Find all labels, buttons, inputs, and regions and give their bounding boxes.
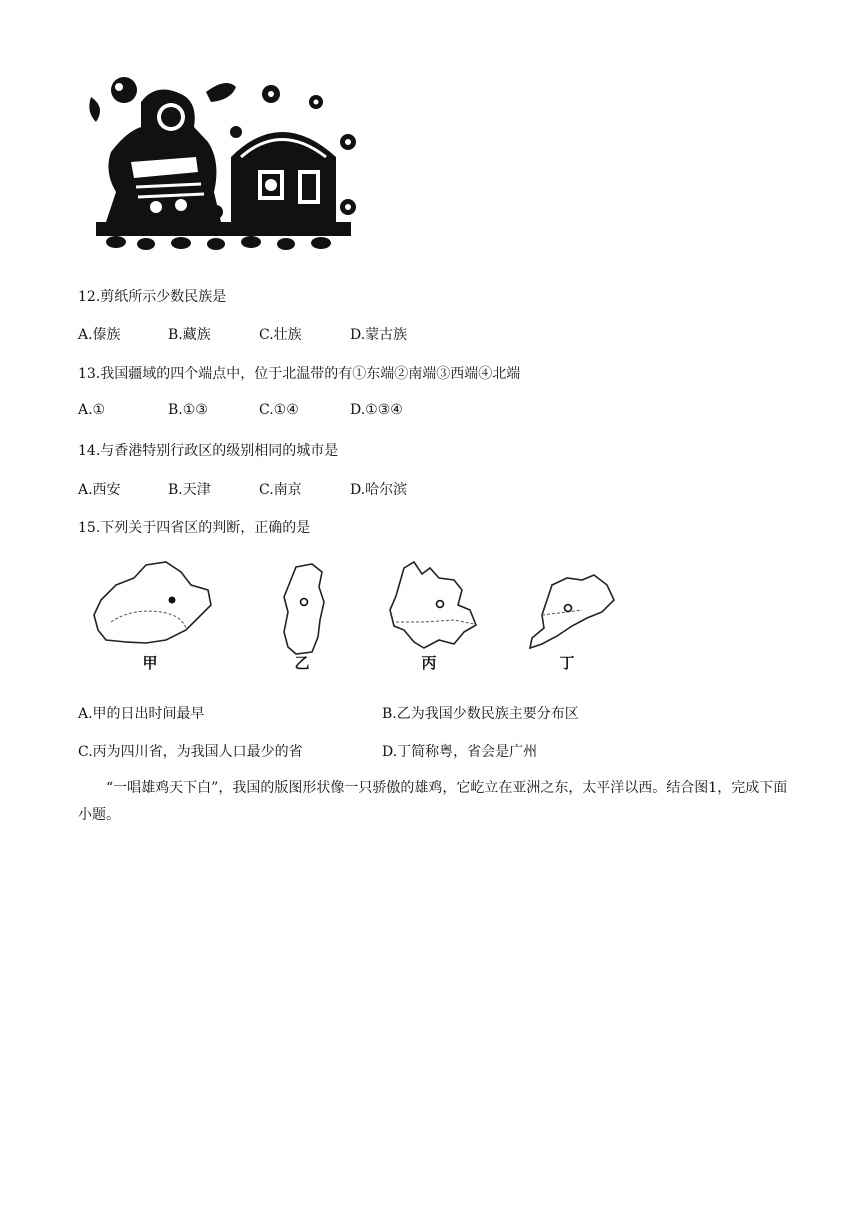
province-map-label-yi: 乙 bbox=[294, 654, 310, 672]
question-15-option-a: A.甲的日出时间最早 bbox=[78, 706, 205, 722]
question-13-option-a: A.① bbox=[78, 402, 106, 418]
question-13-option-b: B.①③ bbox=[168, 402, 208, 418]
question-14-option-d: D.哈尔滨 bbox=[350, 482, 408, 498]
question-13-option-d: D.①③④ bbox=[350, 402, 403, 418]
province-map-ding-icon bbox=[522, 570, 622, 660]
province-map-label-jia: 甲 bbox=[142, 654, 158, 672]
question-12-option-d: D.蒙古族 bbox=[350, 327, 408, 343]
question-12-option-a: A.傣族 bbox=[78, 327, 121, 343]
question-14-option-b: B.天津 bbox=[168, 482, 211, 498]
question-15-option-c: C.丙为四川省，为我国人口最少的省 bbox=[78, 744, 303, 760]
question-12-option-c: C.壮族 bbox=[259, 327, 302, 343]
question-15-option-b: B.乙为我国少数民族主要分布区 bbox=[382, 706, 579, 722]
province-map-yi-icon bbox=[274, 562, 334, 657]
province-map-label-bing: 丙 bbox=[421, 654, 437, 672]
question-13-option-c: C.①④ bbox=[259, 402, 299, 418]
province-map-bing-icon bbox=[384, 560, 484, 655]
question-14-option-c: C.南京 bbox=[259, 482, 302, 498]
question-12-option-b: B.藏族 bbox=[168, 327, 211, 343]
question-15-option-d: D.丁简称粤，省会是广州 bbox=[382, 744, 538, 760]
papercut-figure bbox=[86, 72, 360, 254]
question-15-stem: 15.下列关于四省区的判断，正确的是 bbox=[78, 520, 311, 536]
question-14-option-a: A.西安 bbox=[78, 482, 121, 498]
question-12-stem: 12.剪纸所示少数民族是 bbox=[78, 289, 227, 305]
question-13-stem: 13.我国疆域的四个端点中，位于北温带的有①东端②南端③西端④北端 bbox=[78, 366, 521, 382]
province-map-jia-icon bbox=[86, 560, 216, 650]
province-maps-figure bbox=[86, 560, 626, 680]
province-map-label-ding: 丁 bbox=[559, 654, 575, 672]
papercut-icon bbox=[86, 72, 360, 254]
passage-text: “一唱雄鸡天下白”，我国的版图形状像一只骄傲的雄鸡，它屹立在亚洲之东，太平洋以西。结合图1，完成下面小题。 bbox=[78, 780, 788, 823]
question-14-stem: 14.与香港特别行政区的级别相同的城市是 bbox=[78, 443, 339, 459]
